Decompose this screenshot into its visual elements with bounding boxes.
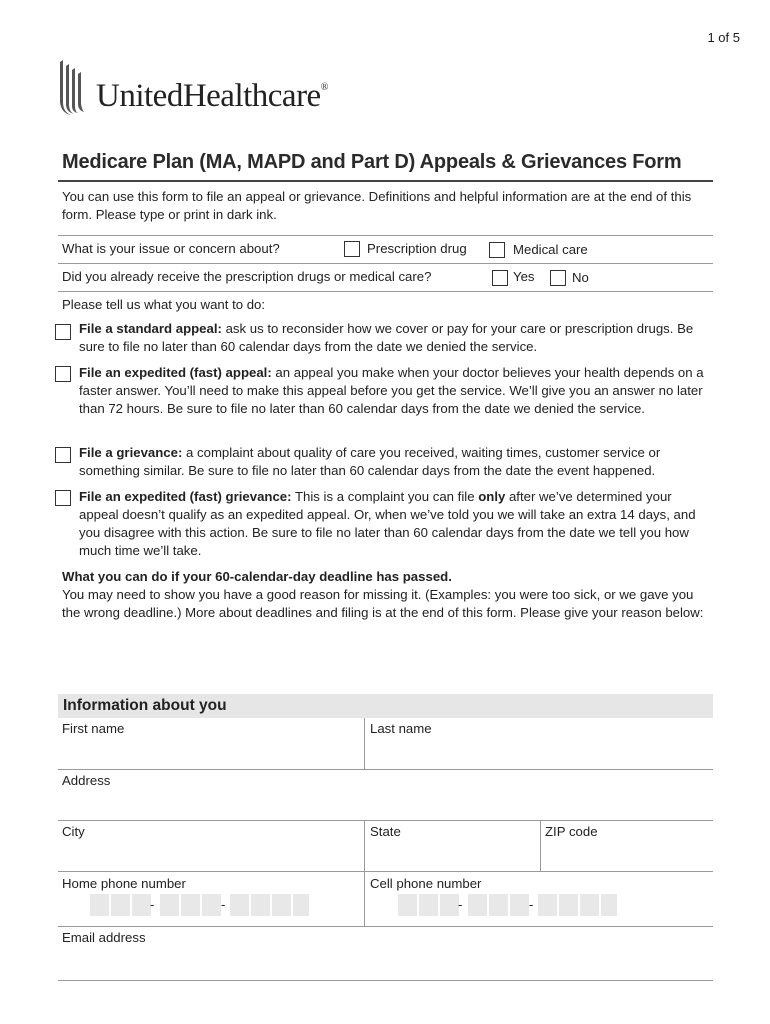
digit-box xyxy=(440,894,459,916)
grievance-text: File a grievance: a complaint about quality of care you received, waiting times, customer service or something similar. Be sure to file no later than 60 calendar days from the date the event happened. xyxy=(79,445,661,478)
digit-box xyxy=(293,894,309,916)
first-name-label: First name xyxy=(62,721,125,736)
digit-box xyxy=(489,894,508,916)
address-label: Address xyxy=(62,773,111,788)
email-label: Email address xyxy=(62,930,146,945)
digit-box xyxy=(601,894,617,916)
received-yes-label: Yes xyxy=(513,269,535,284)
received-question: Did you already receive the prescription drugs or medical care? xyxy=(62,269,432,284)
page-number: 1 of 5 xyxy=(707,30,740,45)
last-name-label: Last name xyxy=(370,721,432,736)
divider xyxy=(58,291,713,292)
city-field[interactable] xyxy=(60,840,360,870)
medical-care-checkbox[interactable] xyxy=(489,242,505,258)
zip-field[interactable] xyxy=(544,840,710,870)
home-phone-label: Home phone number xyxy=(62,876,186,891)
digit-box xyxy=(538,894,557,916)
last-name-field[interactable] xyxy=(368,736,708,766)
phone-dash: - xyxy=(221,897,226,912)
digit-box xyxy=(251,894,270,916)
first-name-field[interactable] xyxy=(60,736,360,766)
expedited-grievance-text: File an expedited (fast) grievance: This is a complaint you can file only after we’ve determined your appeal doesn’t qualify as an expedited appeal. Or, when we’ve told you we will take an extra 14 days, and you disagree with this action. Be sure to file no later than 60 calendar days from the date we tell you how much time we’ll take. xyxy=(79,489,696,558)
digit-box xyxy=(111,894,130,916)
digit-box xyxy=(181,894,200,916)
digit-box xyxy=(419,894,438,916)
deadline-text: You may need to show you have a good reason for missing it. (Examples: you were too sick, or we gave you the wrong deadline.) More about deadlines and filing is at the end of this form. Please give your reason below: xyxy=(62,587,704,620)
issue-question: What is your issue or concern about? xyxy=(62,241,280,256)
digit-box xyxy=(202,894,221,916)
unitedhealthcare-logo-mark xyxy=(57,60,87,118)
received-no-checkbox[interactable] xyxy=(550,270,566,286)
home-phone-field[interactable] xyxy=(90,894,310,918)
cell-phone-label: Cell phone number xyxy=(370,876,482,891)
state-field[interactable] xyxy=(368,840,536,870)
digit-box xyxy=(580,894,599,916)
prescription-drug-checkbox[interactable] xyxy=(344,241,360,257)
divider xyxy=(58,871,713,872)
address-field[interactable] xyxy=(60,788,710,818)
expedited-grievance-checkbox[interactable] xyxy=(55,490,71,506)
prescription-drug-label: Prescription drug xyxy=(367,241,467,256)
unitedhealthcare-logo-text: UnitedHealthcare® xyxy=(96,78,328,114)
phone-dash: - xyxy=(529,897,534,912)
standard-appeal-text: File a standard appeal: ask us to reconsider how we cover or pay for your care or prescription drugs. Be sure to file no later than 60 calendar days from the date we denied the service. xyxy=(79,321,694,354)
received-no-label: No xyxy=(572,270,589,285)
reason-field[interactable] xyxy=(62,642,707,688)
standard-appeal-checkbox[interactable] xyxy=(55,324,71,340)
digit-box xyxy=(132,894,151,916)
digit-box xyxy=(559,894,578,916)
info-section-title: Information about you xyxy=(63,697,227,714)
state-label: State xyxy=(370,824,401,839)
divider xyxy=(58,926,713,927)
want-prompt: Please tell us what you want to do: xyxy=(62,297,266,312)
digit-box xyxy=(510,894,529,916)
divider xyxy=(364,820,365,871)
received-yes-checkbox[interactable] xyxy=(492,270,508,286)
divider xyxy=(364,871,365,926)
medical-care-label: Medical care xyxy=(513,242,588,257)
divider xyxy=(58,263,713,264)
deadline-heading: What you can do if your 60-calendar-day deadline has passed. xyxy=(62,569,452,584)
intro-text: You can use this form to file an appeal or grievance. Definitions and helpful information are at the end of this form. Please type or print in dark ink. xyxy=(62,189,692,222)
zip-label: ZIP code xyxy=(545,824,598,839)
divider xyxy=(540,820,541,871)
cell-phone-field[interactable] xyxy=(398,894,618,918)
expedited-appeal-text: File an expedited (fast) appeal: an appeal you make when your doctor believes your health depends on a faster answer. You’ll need to make this appeal before you get the service. We’ll give you an answer no later than 72 hours. Be sure to file no later than 60 calendar days from the date we denied the service. xyxy=(79,365,704,416)
phone-dash: - xyxy=(150,897,155,912)
digit-box xyxy=(90,894,109,916)
digit-box xyxy=(468,894,487,916)
form-title: Medicare Plan (MA, MAPD and Part D) Appeals & Grievances Form xyxy=(62,151,682,173)
phone-dash: - xyxy=(458,897,463,912)
divider xyxy=(58,820,713,821)
divider xyxy=(58,980,713,981)
expedited-appeal-checkbox[interactable] xyxy=(55,366,71,382)
digit-box xyxy=(398,894,417,916)
divider xyxy=(58,769,713,770)
email-field[interactable] xyxy=(60,946,710,976)
digit-box xyxy=(272,894,291,916)
divider xyxy=(58,235,713,236)
digit-box xyxy=(230,894,249,916)
divider xyxy=(364,718,365,769)
title-rule xyxy=(58,180,713,182)
grievance-checkbox[interactable] xyxy=(55,447,71,463)
digit-box xyxy=(160,894,179,916)
city-label: City xyxy=(62,824,85,839)
